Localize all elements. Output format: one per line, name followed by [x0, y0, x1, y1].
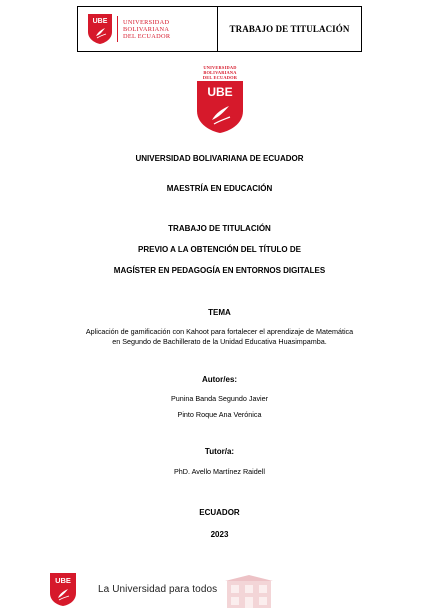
ube-shield-footer-icon: [50, 573, 76, 606]
logo-divider: [117, 16, 118, 42]
authors-label: Autor/es:: [201, 375, 238, 384]
tutor-name: PhD. Avello Martínez Raidell: [174, 467, 265, 476]
author-1: Punina Banda Segundo Javier: [170, 394, 269, 403]
ube-shield-large-icon: [197, 81, 243, 133]
header-title: TRABAJO DE TITULACIÓN: [229, 24, 350, 34]
header-table: [77, 6, 362, 52]
university-name: UNIVERSIDAD BOLIVARIANA DE ECUADOR: [135, 154, 304, 163]
header-logo-line1: UNIVERSIDAD: [123, 18, 170, 26]
header-logo-line2: BOLIVARIANA: [123, 25, 170, 33]
program-name: MAESTRÍA EN EDUCACIÓN: [166, 184, 273, 193]
header-logo-text: [123, 19, 170, 40]
footer-badge: UBE: [55, 575, 71, 585]
ube-shield-icon: [88, 14, 112, 44]
degree-title: MAGÍSTER EN PEDAGOGÍA EN ENTORNOS DIGITALES: [113, 266, 326, 275]
center-logo-line2: BOLIVARIANA: [203, 70, 237, 75]
topic-line-1: Aplicación de gamificación con Kahoot para fortalecer el aprendizaje de Matemática: [85, 327, 354, 336]
topic-line-2: en Segundo de Bachillerato de la Unidad Educativa Huasimpamba.: [112, 337, 327, 346]
work-type: TRABAJO DE TITULACIÓN: [168, 224, 271, 233]
header-logo-line3: DEL ECUADOR: [123, 32, 171, 40]
center-logo-badge: UBE: [207, 85, 233, 99]
topic-label: TEMA: [208, 308, 231, 317]
center-logo: [196, 65, 244, 133]
center-logo-line3: DEL ECUADOR: [202, 75, 238, 80]
degree-purpose: PREVIO A LA OBTENCIÓN DEL TÍTULO DE: [138, 245, 301, 254]
header-logo-badge: UBE: [92, 18, 108, 25]
footer-building-watermark: [225, 575, 273, 608]
country: ECUADOR: [199, 508, 240, 517]
tutor-label: Tutor/a:: [204, 447, 235, 456]
year: 2023: [210, 530, 229, 539]
header-logo-cell: [78, 7, 218, 51]
author-2: Pinto Roque Ana Verónica: [177, 410, 262, 419]
center-logo-line1: UNIVERSIDAD: [203, 65, 237, 70]
header-title-cell: [218, 7, 361, 51]
footer-slogan: La Universidad para todos: [98, 583, 218, 595]
center-logo-text: [196, 65, 244, 80]
